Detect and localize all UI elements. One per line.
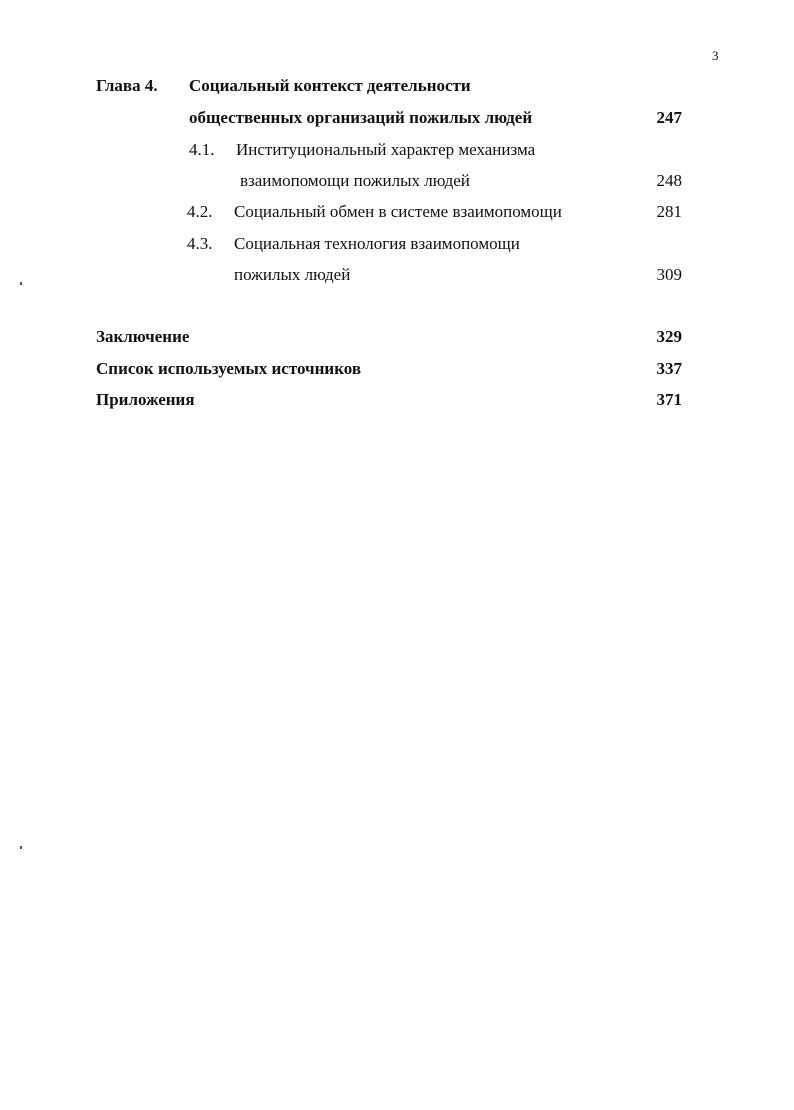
section-page: 309 [656, 265, 682, 284]
scan-speck [20, 846, 22, 849]
section-page: 281 [656, 202, 682, 221]
section-number: 4.3. [187, 234, 213, 253]
page-number: 3 [712, 48, 719, 63]
section-title-line1: Социальная технология взаимопомощи [234, 234, 520, 253]
conclusion-page: 329 [656, 327, 682, 346]
section-title-line2: пожилых людей [234, 265, 351, 284]
section-title-line1: Социальный обмен в системе взаимопомощи [234, 202, 562, 221]
section-number: 4.2. [187, 202, 213, 221]
conclusion-title: Заключение [96, 327, 190, 346]
scan-speck [20, 282, 22, 285]
appendices-page: 371 [656, 390, 682, 409]
section-page: 248 [656, 171, 682, 190]
chapter-page: 247 [656, 108, 682, 127]
chapter-label: Глава 4. [96, 76, 158, 95]
sources-page: 337 [656, 359, 682, 378]
section-title-line1: Институциональный характер механизма [236, 140, 536, 159]
section-number: 4.1. [189, 140, 215, 159]
chapter-title-line2: общественных организаций пожилых людей [189, 108, 533, 127]
appendices-title: Приложения [96, 390, 195, 409]
section-title-line2: взаимопомощи пожилых людей [240, 171, 470, 190]
sources-title: Список используемых источников [96, 359, 362, 378]
chapter-title-line1: Социальный контекст деятельности [189, 76, 471, 95]
